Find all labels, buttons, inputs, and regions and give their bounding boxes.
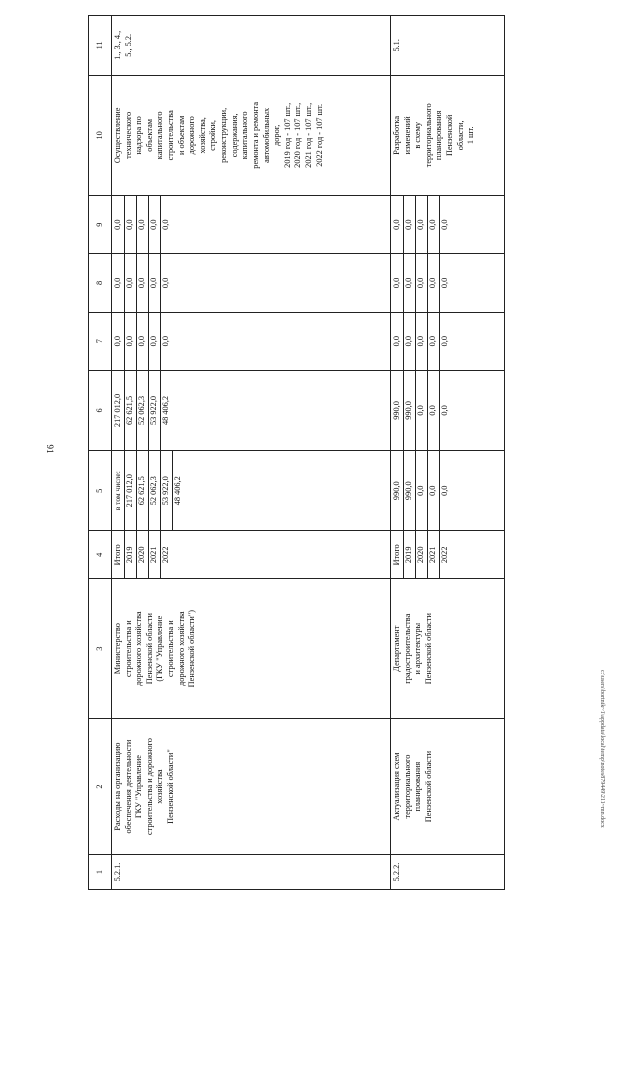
column-header: 1 bbox=[89, 855, 112, 890]
cell-value: 0,0 bbox=[416, 196, 428, 253]
cell-value: 48 406,2 bbox=[161, 395, 170, 425]
cell-num: 5.2.1. bbox=[112, 855, 391, 890]
cell-value: 0,0 bbox=[428, 254, 440, 311]
cell-value: 0,0 bbox=[440, 336, 450, 347]
cell-value: 2020 bbox=[137, 531, 149, 578]
cell-value: 0,0 bbox=[161, 277, 170, 289]
cell-value: 0,0 bbox=[137, 196, 149, 253]
cell-link: 5.1. bbox=[391, 16, 505, 76]
cell-value: 0,0 bbox=[440, 485, 450, 496]
cell-value: 62 621,5 bbox=[125, 371, 137, 450]
cell-years bbox=[112, 531, 391, 579]
cell-value: 0,0 bbox=[113, 313, 125, 370]
cell-value: 53 922,0 bbox=[149, 371, 161, 450]
column-header: 5 bbox=[89, 451, 112, 531]
cell-value: 48 406,2 bbox=[173, 476, 182, 506]
cell-value: 62 621,5 bbox=[137, 451, 149, 530]
cell-value: 0,0 bbox=[428, 451, 440, 530]
cell-value: 0,0 bbox=[137, 254, 149, 311]
cell-value: 0,0 bbox=[113, 254, 125, 311]
cell-name: Расходы на организацию обеспечения деятельности ГКУ "Управление строительства и дорожного хозяйства Пензенской области" bbox=[112, 719, 391, 855]
cell-value: 0,0 bbox=[392, 254, 404, 311]
rotated-table-container bbox=[88, 15, 505, 890]
page-number: 91 bbox=[45, 444, 55, 454]
cell-value: 0,0 bbox=[161, 336, 170, 347]
cell-value: 990,0 bbox=[404, 451, 416, 530]
cell-link: 1., 3., 4., 5., 5.2. bbox=[112, 16, 391, 76]
cell-value: 0,0 bbox=[125, 254, 137, 311]
table-row bbox=[112, 16, 391, 890]
cell-value: 0,0 bbox=[125, 196, 137, 253]
cell-value: 217 012,0 bbox=[113, 371, 125, 450]
cell-value: 0,0 bbox=[404, 313, 416, 370]
cell-years bbox=[391, 531, 505, 579]
cell-value: 52 062,3 bbox=[137, 371, 149, 450]
cell-executor: Департамент градостроительства и архитектуры Пензенской области bbox=[391, 579, 505, 719]
cell-value: 2019 bbox=[125, 531, 137, 578]
cell-value: 2021 bbox=[428, 531, 440, 578]
cell-col5 bbox=[112, 451, 391, 531]
cell-value: 990,0 bbox=[404, 371, 416, 450]
cell-value: 52 062,3 bbox=[149, 451, 161, 530]
column-header: 9 bbox=[89, 196, 112, 254]
column-header: 6 bbox=[89, 370, 112, 450]
cell-col6 bbox=[391, 370, 505, 450]
cell-value: 0,0 bbox=[440, 219, 450, 230]
cell-col6 bbox=[112, 370, 391, 450]
budget-table bbox=[88, 15, 505, 890]
cell-value: 0,0 bbox=[149, 196, 161, 253]
table-row bbox=[391, 16, 505, 890]
cell-value: 0,0 bbox=[416, 313, 428, 370]
column-header: 4 bbox=[89, 531, 112, 579]
cell-note: в том числе: bbox=[113, 451, 125, 530]
cell-value: 0,0 bbox=[137, 313, 149, 370]
cell-indicator: Осуществление технического надзора по объектам капитального строительства и объектам дорожного хозяйства, стройки, реконструкции, содержания, капитального ремонта и ремонта автомобильных дорог, 2019 год - 107 шт., 2020 год - 107 шт., 2021 год - 107 шт., 2022 год - 107 шт. bbox=[112, 75, 391, 195]
cell-executor: Министерство строительства и дорожного хозяйства Пензенской области (ГКУ "Управление строительства и дорожного хозяйства Пензенской области") bbox=[112, 579, 391, 719]
column-header: 11 bbox=[89, 16, 112, 76]
cell-value: 0,0 bbox=[161, 219, 170, 230]
cell-value: 0,0 bbox=[404, 196, 416, 253]
cell-col9 bbox=[112, 196, 391, 254]
column-header: 8 bbox=[89, 254, 112, 312]
cell-value: 0,0 bbox=[428, 371, 440, 450]
cell-value: 53 922,0 bbox=[161, 451, 173, 530]
cell-value: 2022 bbox=[440, 546, 450, 564]
column-header: 10 bbox=[89, 75, 112, 195]
cell-value: 0,0 bbox=[428, 313, 440, 370]
cell-value: 2019 bbox=[404, 531, 416, 578]
cell-value: 0,0 bbox=[416, 254, 428, 311]
cell-col8 bbox=[112, 254, 391, 312]
column-header: 7 bbox=[89, 312, 112, 370]
cell-value: 0,0 bbox=[392, 196, 404, 253]
cell-col7 bbox=[112, 312, 391, 370]
header-row bbox=[89, 16, 112, 890]
cell-value: Итого bbox=[392, 531, 404, 578]
cell-value: 0,0 bbox=[125, 313, 137, 370]
cell-value: 990,0 bbox=[392, 371, 404, 450]
cell-value: 0,0 bbox=[440, 277, 450, 289]
cell-col9 bbox=[391, 196, 505, 254]
footer-file-path: c:\users\bortnik~1\appdata\local\temp\notes879449\211~mn.docx bbox=[599, 670, 605, 828]
cell-value: 217 012,0 bbox=[125, 451, 137, 530]
column-header: 2 bbox=[89, 719, 112, 855]
cell-value: 2021 bbox=[149, 531, 161, 578]
cell-value: 990,0 bbox=[392, 451, 404, 530]
cell-col7 bbox=[391, 312, 505, 370]
cell-value: 2022 bbox=[161, 546, 170, 564]
cell-value: 0,0 bbox=[404, 254, 416, 311]
column-header: 3 bbox=[89, 579, 112, 719]
cell-num: 5.2.2. bbox=[391, 855, 505, 890]
cell-value: 0,0 bbox=[113, 196, 125, 253]
cell-value: 0,0 bbox=[149, 254, 161, 311]
cell-value: 0,0 bbox=[392, 313, 404, 370]
cell-value: 0,0 bbox=[428, 196, 440, 253]
cell-value: 0,0 bbox=[416, 371, 428, 450]
cell-value: Итого bbox=[113, 531, 125, 578]
cell-value: 2020 bbox=[416, 531, 428, 578]
cell-col8 bbox=[391, 254, 505, 312]
cell-value: 0,0 bbox=[416, 451, 428, 530]
cell-col5 bbox=[391, 451, 505, 531]
cell-value: 0,0 bbox=[440, 405, 450, 416]
cell-indicator: Разработка изменений в схему территориального планирования Пензенской области, 1 шт. bbox=[391, 75, 505, 195]
cell-value: 0,0 bbox=[149, 313, 161, 370]
cell-name: Актуализация схем территориального планирования Пензенской области bbox=[391, 719, 505, 855]
